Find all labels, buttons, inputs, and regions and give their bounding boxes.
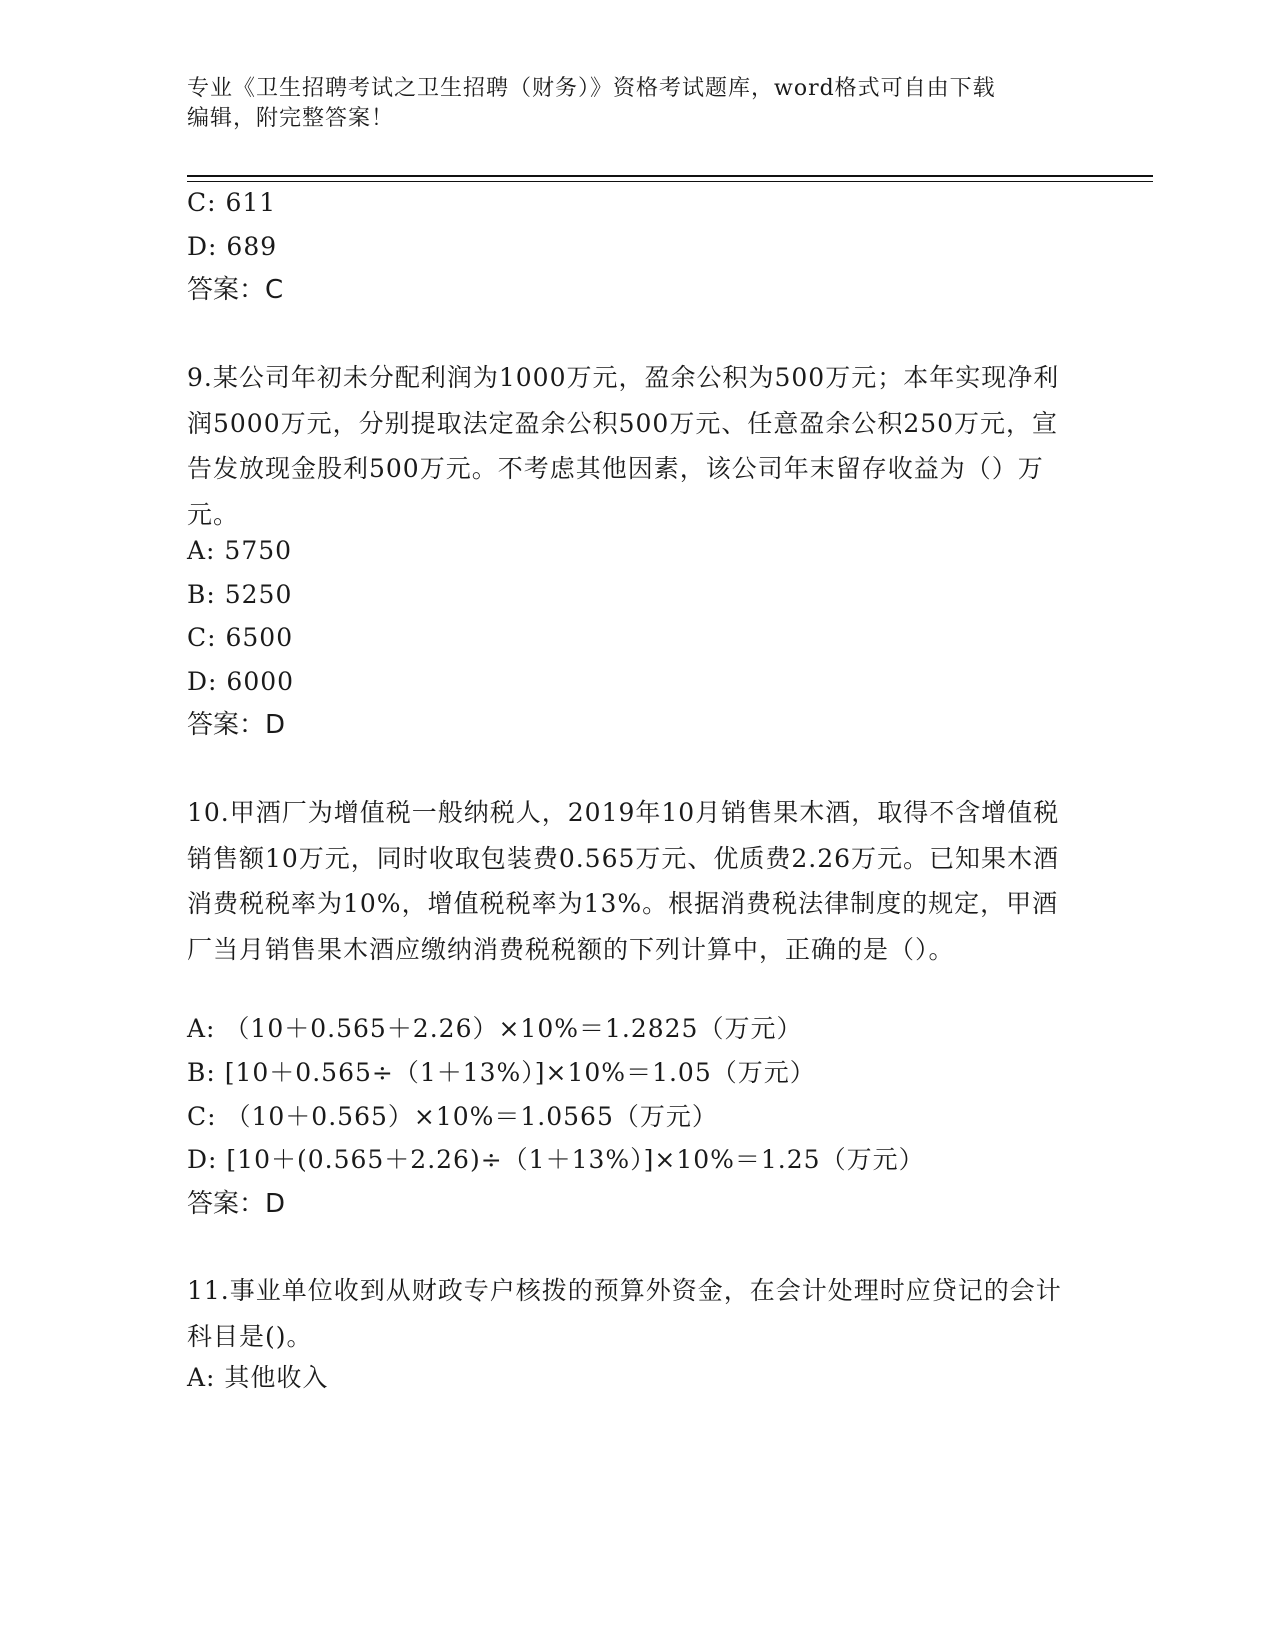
q8-option-d: D: 689 [187, 232, 278, 261]
q10-option-b: B: [10＋0.565÷（1＋13%）]×10%＝1.05（万元） [187, 1058, 816, 1087]
q11-stem: 11.事业单位收到从财政专户核拨的预算外资金，在会计处理时应贷记的会计科目是()。 [187, 1276, 1062, 1351]
document-header [187, 74, 1087, 134]
q10-option-c: C: （10＋0.565）×10%＝1.0565（万元） [187, 1102, 718, 1131]
header-line-2: 编辑，附完整答案！ [187, 106, 395, 131]
q10-option-d: D: [10＋(0.565＋2.26)÷（1＋13%）]×10%＝1.25（万元） [187, 1145, 925, 1174]
q8-option-c: C: 611 [187, 188, 277, 217]
q9-option-a: A: 5750 [187, 536, 293, 565]
q9-option-c: C: 6500 [187, 623, 294, 652]
header-divider-thick [187, 175, 1153, 177]
q10-stem: 10.甲酒厂为增值税一般纳税人，2019年10月销售果木酒，取得不含增值税销售额10万元，同时收取包装费0.565万元、优质费2.26万元。已知果木酒消费税税率为10%，增值税税率为13%。根据消费税法律制度的规定，甲酒厂当月销售果木酒应缴纳消费税税额的下列计算中，正确的是（）。 [187, 798, 1060, 964]
q10-answer: 答案：D [187, 1189, 286, 1219]
header-line-1: 专业《卫生招聘考试之卫生招聘（财务）》资格考试题库，word格式可自由下载 [187, 76, 996, 101]
q10-option-a: A: （10＋0.565＋2.26）×10%＝1.2825（万元） [187, 1014, 803, 1043]
header-divider-thin [187, 181, 1153, 182]
q9-stem: 9.某公司年初未分配利润为1000万元，盈余公积为500万元；本年实现净利润5000万元，分别提取法定盈余公积500万元、任意盈余公积250万元，宣告发放现金股利500万元。不考虑其他因素，该公司年末留存收益为（）万元。 [187, 363, 1060, 529]
q8-answer: 答案：C [187, 275, 284, 305]
q9-answer: 答案：D [187, 710, 286, 740]
q9-option-d: D: 6000 [187, 667, 295, 696]
q9-option-b: B: 5250 [187, 580, 293, 609]
q11-option-a: A: 其他收入 [187, 1363, 329, 1392]
